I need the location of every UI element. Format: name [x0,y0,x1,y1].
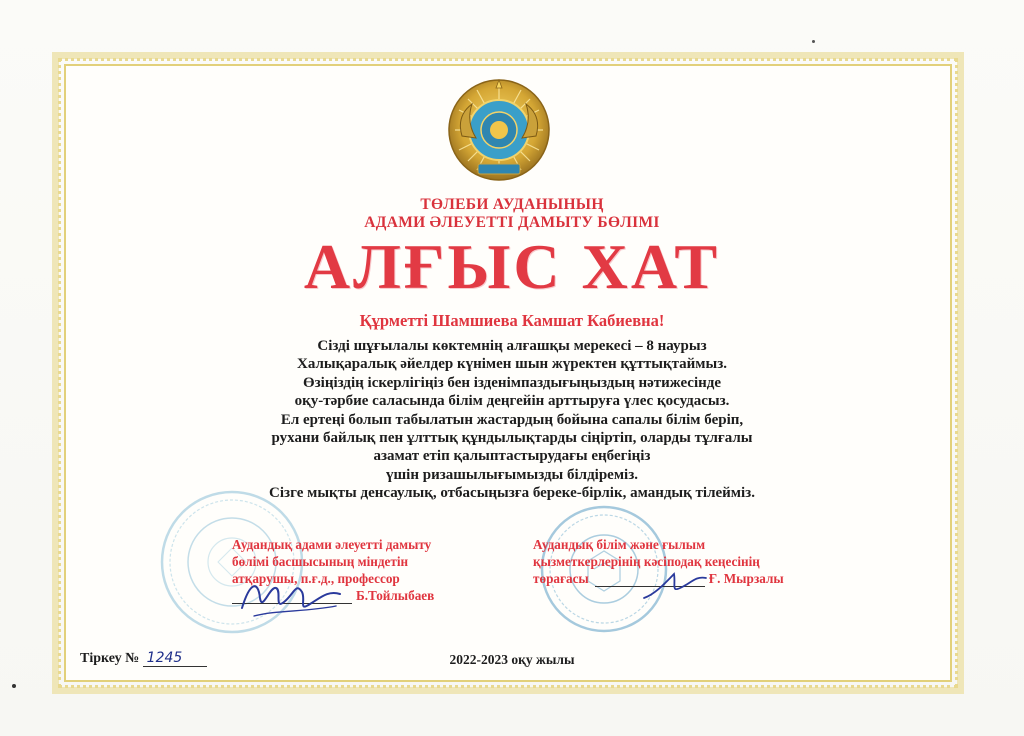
body-line: рухани байлық пен ұлттық құндылықтарды сіңіртіп, оларды тұлғалы [271,430,753,447]
certificate-body [140,337,884,503]
issuer-line-1: ТӨЛЕБИ АУДАНЫНЫҢ [420,196,604,213]
signatory-left-name: Б.Тойлыбаев [356,588,435,603]
certificate-title: АЛҒЫС ХАТ [303,231,721,302]
signatory-right-line-2: қызметкерлерінің кәсіподақ кеңесінің [533,554,760,569]
scan-speck [812,40,815,43]
body-line: Сізді шұғылалы көктемнің алғашқы мерекесі – 8 наурыз [317,338,707,354]
signatory-left-line-2: бөлімі басшысының міндетін [232,554,409,569]
signatory-right-name: Ғ. Мырзалы [708,571,784,586]
body-line: Сізге мықты денсаулық, отбасыңызға береке-бірлік, амандық тілейміз. [269,485,755,502]
issuer-line-2: АДАМИ ӘЛЕУЕТТІ ДАМЫТУ БӨЛІМІ [364,214,660,231]
body-line: Ел ертеңі болып табылатын жастардың бойына сапалы білім беріп, [280,411,744,428]
body-line: азамат етіп қалыптастырудағы еңбегіңіз [373,448,651,465]
academic-year: 2022-2023 оқу жылы [449,652,575,667]
signatory-left-line-1: Аудандық адами әлеуетті дамыту [232,537,432,552]
scan-speck [12,684,16,688]
body-line: Халықаралық әйелдер күнімен шын жүректен құттықтаймыз. [297,356,727,373]
body-line: үшін ризашылығымызды білдіреміз. [386,466,638,483]
registration [80,650,207,667]
right-signature-icon [640,568,710,604]
recipient-greeting: Құрметті Шамшиева Камшат Кабиевна! [359,311,665,330]
registration-label: Тіркеу № [80,651,140,666]
registration-number: 1245 [143,650,207,667]
signatory-right-line-3: төрағасы [533,571,589,586]
signatory-left-line-3: атқарушы, п.ғ.д., профессор [232,571,400,586]
state-emblem-icon [442,76,556,190]
signatory-right-line-1: Аудандық білім және ғылым [533,537,706,552]
left-signature-icon [236,572,346,622]
body-line: оқу-тәрбие саласында білім деңгейін арттыруға үлес қосудасыз. [294,393,730,410]
body-line: Өзіңіздің іскерлігіңіз бен ізденімпаздығыңыздың нәтижесінде [302,374,722,391]
